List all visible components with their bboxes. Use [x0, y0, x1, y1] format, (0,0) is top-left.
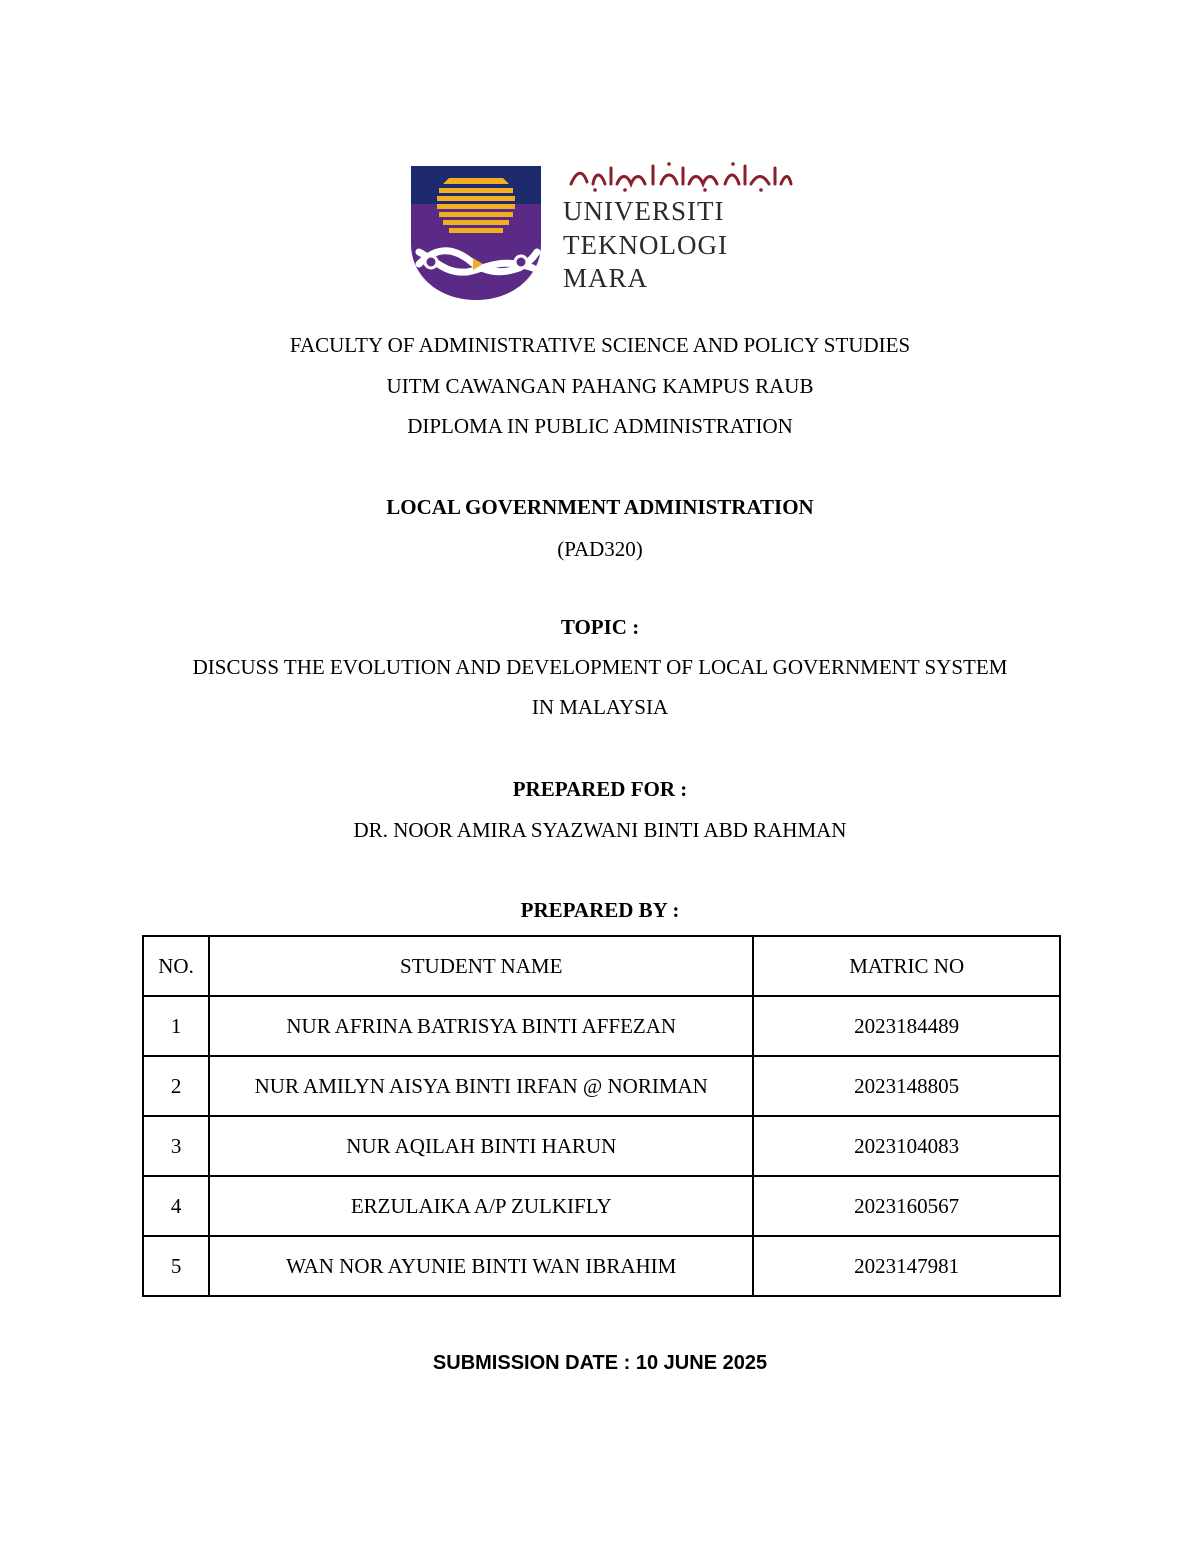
cell-student-name: NUR AFRINA BATRISYA BINTI AFFEZAN — [209, 996, 753, 1056]
uitm-wordmark — [561, 160, 799, 302]
logo-line-mara: MARA — [563, 263, 649, 293]
prepared-for-label: PREPARED FOR : — [512, 777, 688, 801]
cell-no: 5 — [143, 1236, 209, 1296]
logo-line-universiti: UNIVERSITI — [563, 196, 725, 226]
cell-student-name: ERZULAIKA A/P ZULKIFLY — [209, 1176, 753, 1236]
column-header-no: NO. — [143, 936, 209, 996]
course-code: (PAD320) — [557, 537, 643, 561]
course-title: LOCAL GOVERNMENT ADMINISTRATION — [386, 495, 814, 519]
cell-matric-no: 2023147981 — [753, 1236, 1060, 1296]
programme-line: DIPLOMA IN PUBLIC ADMINISTRATION — [407, 414, 793, 438]
cell-matric-no: 2023148805 — [753, 1056, 1060, 1116]
faculty-line: FACULTY OF ADMINISTRATIVE SCIENCE AND POLICY STUDIES — [289, 333, 911, 357]
topic-line-1: DISCUSS THE EVOLUTION AND DEVELOPMENT OF LOCAL GOVERNMENT SYSTEM — [192, 655, 1008, 679]
table-row — [143, 1116, 1060, 1176]
logo-line-teknologi: TEKNOLOGI — [563, 230, 728, 260]
cell-matric-no: 2023160567 — [753, 1176, 1060, 1236]
lecturer-name: DR. NOOR AMIRA SYAZWANI BINTI ABD RAHMAN — [353, 818, 847, 842]
cell-no: 2 — [143, 1056, 209, 1116]
table-header-row — [143, 936, 1060, 996]
prepared-by-label: PREPARED BY : — [520, 898, 680, 922]
cell-student-name: WAN NOR AYUNIE BINTI WAN IBRAHIM — [209, 1236, 753, 1296]
cell-matric-no: 2023184489 — [753, 996, 1060, 1056]
student-table — [142, 935, 1061, 1297]
cell-student-name: NUR AQILAH BINTI HARUN — [209, 1116, 753, 1176]
cell-no: 4 — [143, 1176, 209, 1236]
submission-date: SUBMISSION DATE : 10 JUNE 2025 — [432, 1352, 768, 1374]
jawi-script-icon — [565, 160, 793, 194]
column-header-student-name: STUDENT NAME — [209, 936, 753, 996]
uitm-crest-icon — [409, 164, 543, 302]
cell-no: 3 — [143, 1116, 209, 1176]
uitm-logo — [409, 160, 799, 302]
campus-line: UITM CAWANGAN PAHANG KAMPUS RAUB — [386, 374, 814, 398]
topic-label: TOPIC : — [560, 615, 640, 639]
table-row — [143, 996, 1060, 1056]
table-row — [143, 1176, 1060, 1236]
cell-student-name: NUR AMILYN AISYA BINTI IRFAN @ NORIMAN — [209, 1056, 753, 1116]
table-row — [143, 1236, 1060, 1296]
cell-matric-no: 2023104083 — [753, 1116, 1060, 1176]
topic-line-2: IN MALAYSIA — [531, 695, 669, 719]
table-row — [143, 1056, 1060, 1116]
column-header-matric-no: MATRIC NO — [753, 936, 1060, 996]
cell-no: 1 — [143, 996, 209, 1056]
